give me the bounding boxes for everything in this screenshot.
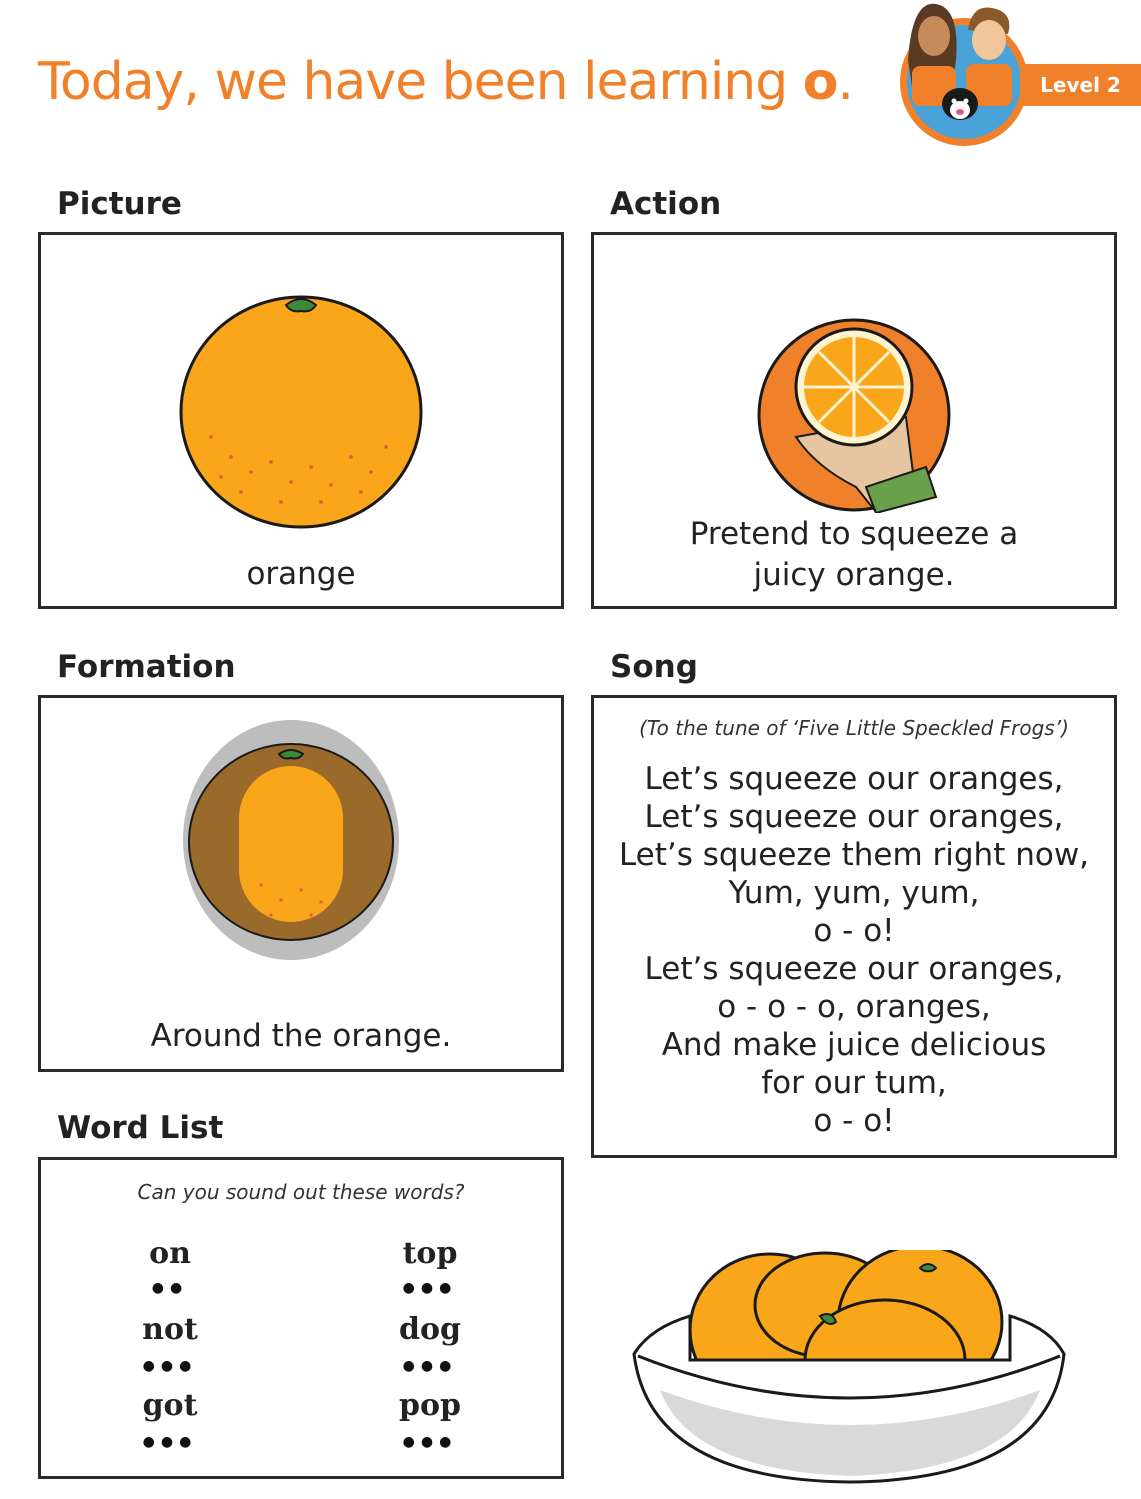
word-list-prompt: Can you sound out these words? [137, 1180, 465, 1204]
song-line: for our tum, [761, 1065, 947, 1101]
letter-o-formation-icon [181, 720, 401, 970]
action-heading: Action [610, 186, 722, 222]
formation-caption: Around the orange. [150, 1018, 452, 1054]
word-pop: pop [399, 1388, 461, 1423]
orange-icon [171, 287, 431, 537]
sound-dots: ●●● [402, 1434, 458, 1450]
word-dog: dog [399, 1312, 461, 1347]
song-line: o - o! [813, 913, 895, 949]
song-lyrics [594, 760, 1114, 1140]
sound-dots: ●●● [402, 1358, 458, 1374]
sound-dots: ●●● [142, 1358, 198, 1374]
action-caption [594, 514, 1114, 596]
sound-dots: ●●● [402, 1280, 458, 1296]
bowl-of-oranges-illustration [630, 1250, 1070, 1486]
formation-heading: Formation [57, 649, 236, 685]
word-not: not [142, 1312, 198, 1347]
picture-caption: orange [246, 556, 356, 592]
picture-box [38, 232, 564, 609]
song-line: Let’s squeeze our oranges, [644, 799, 1064, 835]
song-line: o - o - o, oranges, [717, 989, 991, 1025]
song-line: Let’s squeeze our oranges, [644, 761, 1064, 797]
action-box [591, 232, 1117, 609]
song-line: Let’s squeeze our oranges, [644, 951, 1064, 987]
title-suffix: . [837, 52, 854, 112]
word-got: got [142, 1388, 198, 1423]
song-line: And make juice delicious [661, 1027, 1047, 1063]
sound-dots: ●● [151, 1280, 189, 1296]
formation-box [38, 695, 564, 1072]
song-line: o - o! [813, 1103, 895, 1139]
level-badge: Level 2 [1020, 64, 1141, 106]
song-line: Let’s squeeze them right now, [618, 837, 1090, 873]
word-list-box [38, 1157, 564, 1479]
song-line: Yum, yum, yum, [728, 875, 980, 911]
word-list-heading: Word List [57, 1110, 224, 1146]
song-heading: Song [610, 649, 698, 685]
song-box [591, 695, 1117, 1158]
word-top: top [402, 1236, 458, 1271]
action-caption-line2: juicy orange. [753, 557, 955, 593]
title-prefix: Today, we have been learning [38, 52, 803, 112]
word-on: on [149, 1236, 191, 1271]
song-subtitle: (To the tune of ‘Five Little Speckled Frogs’) [639, 716, 1069, 740]
squeeze-orange-icon [756, 317, 952, 513]
picture-heading: Picture [57, 186, 182, 222]
page-title [38, 52, 853, 112]
action-caption-line1: Pretend to squeeze a [689, 516, 1019, 552]
sound-dots: ●●● [142, 1434, 198, 1450]
title-letter: o [802, 52, 838, 112]
